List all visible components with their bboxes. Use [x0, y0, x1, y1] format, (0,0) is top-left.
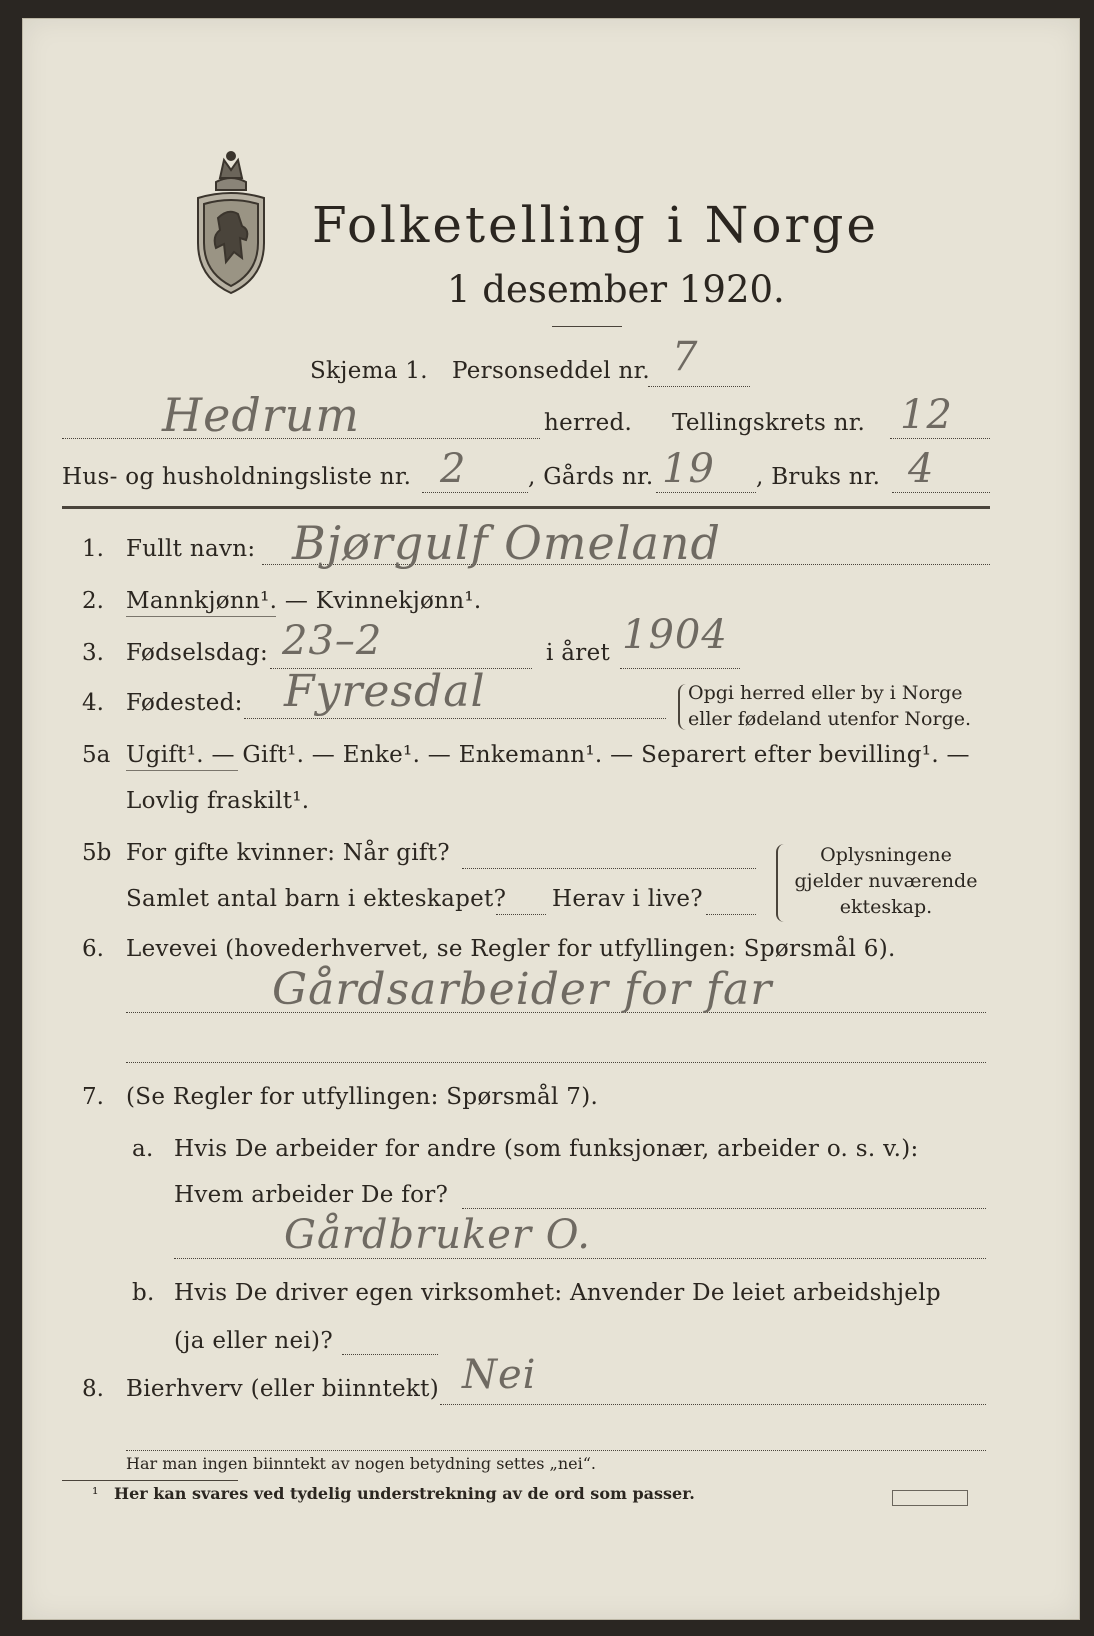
personseddel-value[interactable]: 7	[672, 334, 699, 380]
q3-label: Fødselsdag:	[126, 640, 269, 666]
gards-line	[656, 492, 756, 493]
q5b-children-line	[496, 914, 546, 915]
q8-number: 8.	[82, 1376, 104, 1402]
herred-label: herred.	[544, 410, 633, 436]
q7b-text: Hvis De driver egen virksomhet: Anvender De leiet arbeidshjelp	[174, 1280, 941, 1306]
q7b-letter: b.	[132, 1280, 155, 1306]
q5b-line1: For gifte kvinner: Når gift?	[126, 840, 450, 866]
tellingskrets-label: Tellingskrets nr.	[672, 410, 866, 436]
tellingskrets-line	[890, 438, 990, 439]
q4-label: Fødested:	[126, 690, 243, 716]
form-title: Folketelling i Norge	[312, 196, 879, 254]
q4-value[interactable]: Fyresdal	[284, 666, 486, 717]
bruks-value[interactable]: 4	[908, 446, 935, 492]
q5b-when-line	[462, 868, 756, 869]
q5a-line2: Lovlig fraskilt¹.	[126, 788, 310, 814]
q5b-line2b: Herav i live?	[552, 886, 703, 912]
q2-number: 2.	[82, 588, 104, 614]
q7a-question: Hvem arbeider De for?	[174, 1182, 449, 1208]
q8-label: Bierhverv (eller biinntekt)	[126, 1376, 439, 1402]
q3-year-line	[620, 668, 740, 669]
q5b-alive-line	[706, 914, 756, 915]
hus-label: Hus- og husholdningsliste nr.	[62, 464, 412, 490]
q3-year-value[interactable]: 1904	[622, 612, 728, 658]
q6-label: Levevei (hovederhvervet, se Regler for utfyllingen: Spørsmål 6).	[126, 936, 896, 962]
tellingskrets-value[interactable]: 12	[900, 392, 953, 438]
q3-year-label: i året	[546, 640, 611, 666]
herred-value[interactable]: Hedrum	[162, 388, 361, 442]
q7a-text: Hvis De arbeider for andre (som funksjonær, arbeider o. s. v.):	[174, 1136, 919, 1162]
q2-underline	[126, 616, 276, 617]
q7-label: (Se Regler for utfyllingen: Spørsmål 7).	[126, 1084, 599, 1110]
q7b-question: (ja eller nei)?	[174, 1328, 333, 1354]
q4-line	[244, 718, 666, 719]
bruks-label: , Bruks nr.	[756, 464, 881, 490]
q5b-line2a: Samlet antal barn i ekteskapet?	[126, 886, 507, 912]
q3-number: 3.	[82, 640, 104, 666]
gards-label: , Gårds nr.	[528, 464, 654, 490]
q5a-number: 5a	[82, 742, 111, 768]
q8-line2	[126, 1450, 986, 1451]
q5b-number: 5b	[82, 840, 112, 866]
footnote-divider	[62, 1480, 238, 1481]
q1-label: Fullt navn:	[126, 536, 256, 562]
q4-brace	[678, 684, 686, 730]
footnote-marker: ¹	[92, 1484, 99, 1503]
census-form	[22, 18, 1080, 1620]
q5b-note1: Oplysningene	[820, 844, 952, 866]
hus-line	[422, 492, 528, 493]
gards-value[interactable]: 19	[662, 446, 715, 492]
hus-value[interactable]: 2	[440, 446, 467, 492]
q6-number: 6.	[82, 936, 104, 962]
q3-value[interactable]: 23–2	[282, 618, 383, 664]
q5b-note2: gjelder nuværende	[794, 870, 978, 892]
footnote-text: Her kan svares ved tydelig understrekning av de ord som passer.	[114, 1484, 695, 1503]
printer-stamp-icon	[892, 1490, 968, 1506]
q5a-line1: Ugift¹. — Gift¹. — Enke¹. — Enkemann¹. — Separert efter bevilling¹. —	[126, 742, 970, 768]
q7b-line	[342, 1354, 438, 1355]
q5b-brace	[776, 844, 784, 922]
q6-line2	[126, 1062, 986, 1063]
q7a-value[interactable]: Gårdbruker O.	[284, 1212, 591, 1258]
q4-note-line2: eller fødeland utenfor Norge.	[688, 708, 972, 730]
q2-text: Mannkjønn¹. — Kvinnekjønn¹.	[126, 588, 482, 614]
q1-value[interactable]: Bjørgulf Omeland	[292, 516, 721, 570]
bruks-line	[892, 492, 990, 493]
q7a-letter: a.	[132, 1136, 154, 1162]
form-date: 1 desember 1920.	[447, 268, 785, 311]
q7-number: 7.	[82, 1084, 104, 1110]
q4-number: 4.	[82, 690, 104, 716]
personseddel-line	[648, 386, 750, 387]
q7a-line2	[174, 1258, 986, 1259]
q5b-note3: ekteskap.	[839, 896, 933, 918]
personseddel-label: Personseddel nr.	[452, 358, 651, 384]
section-divider	[62, 506, 990, 509]
q6-value[interactable]: Gårdsarbeider for far	[272, 964, 773, 1015]
bottom-note: Har man ingen biinntekt av nogen betydning settes „nei“.	[126, 1454, 596, 1473]
q8-value[interactable]: Nei	[462, 1352, 537, 1398]
q5a-underline	[126, 770, 238, 771]
header-divider	[552, 326, 622, 327]
coat-of-arms-icon	[190, 148, 272, 296]
q8-line1	[440, 1404, 986, 1405]
q7a-line1	[462, 1208, 986, 1209]
q1-number: 1.	[82, 536, 104, 562]
q4-note-line1: Opgi herred eller by i Norge	[688, 682, 963, 704]
skjema-label: Skjema 1.	[310, 358, 428, 384]
